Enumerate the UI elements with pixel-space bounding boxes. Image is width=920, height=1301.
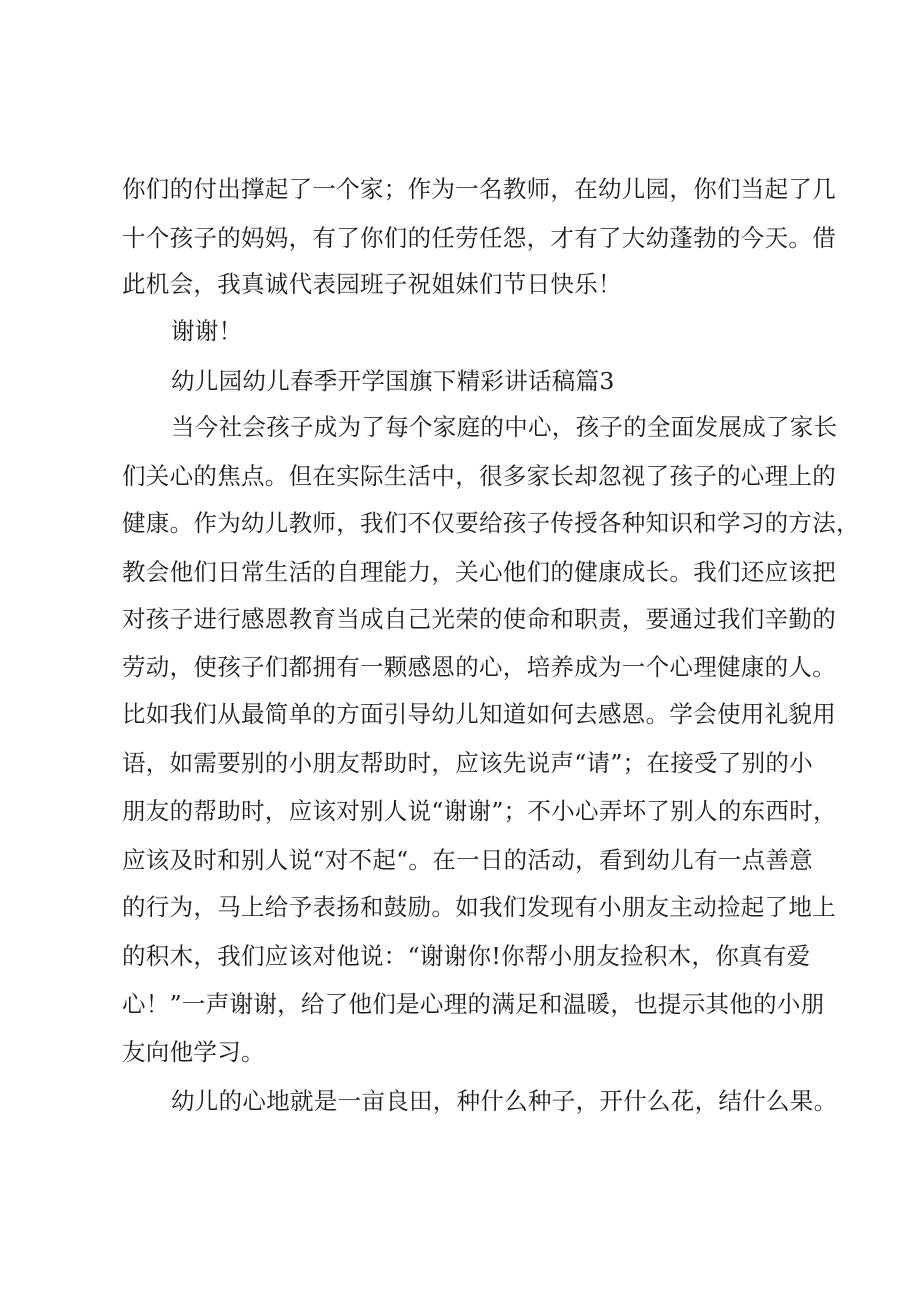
paragraph-line: 友向他学习。	[122, 1038, 265, 1066]
paragraph-line: 教会他们日常生活的自理能力，关心他们的健康成长。我们还应该把	[122, 558, 836, 586]
paragraph-line: 的行为，马上给予表扬和鼓励。如我们发现有小朋友主动捡起了地上	[122, 893, 836, 921]
paragraph-line: 此机会，我真诚代表园班子祝姐妹们节日快乐！	[122, 270, 622, 298]
paragraph-line: 比如我们从最简单的方面引导幼儿知道如何去感恩。学会使用礼貌用	[122, 700, 836, 728]
section-heading: 幼儿园幼儿春季开学国旗下精彩讲话稿篇3	[171, 367, 615, 395]
paragraph-line: 健康。作为幼儿教师，我们不仅要给孩子传授各种知识和学习的方法，	[122, 509, 860, 537]
paragraph-line: 的积木，我们应该对他说：“谢谢你!你帮小朋友捡积木，你真有爱	[122, 942, 811, 970]
paragraph-line: 语，如需要别的小朋友帮助时，应该先说声“请”；在接受了别的小	[122, 749, 814, 777]
paragraph-line: 劳动，使孩子们都拥有一颗感恩的心，培养成为一个心理健康的人。	[122, 653, 836, 681]
paragraph-line: 心！”一声谢谢，给了他们是心理的满足和温暖，也提示其他的小朋	[122, 990, 825, 1018]
paragraph-line: 们关心的焦点。但在实际生活中，很多家长却忽视了孩子的心理上的	[122, 462, 836, 490]
closing-line: 谢谢！	[171, 317, 243, 345]
paragraph-line: 幼儿的心地就是一亩良田，种什么种子，开什么花，结什么果。	[171, 1087, 838, 1115]
paragraph-line: 对孩子进行感恩教育当成自己光荣的使命和职责，要通过我们辛勤的	[122, 605, 836, 633]
paragraph-line: 你们的付出撑起了一个家；作为一名教师，在幼儿园，你们当起了几	[122, 175, 836, 203]
paragraph-line: 朋友的帮助时，应该对别人说“谢谢”；不小心弄坏了别人的东西时，	[122, 797, 837, 825]
paragraph-line: 应该及时和别人说“对不起“。在一日的活动，看到幼儿有一点善意	[122, 846, 814, 874]
paragraph-line: 十个孩子的妈妈，有了你们的任劳任怨，才有了大幼蓬勃的今天。借	[122, 224, 836, 252]
paragraph-line: 当今社会孩子成为了每个家庭的中心，孩子的全面发展成了家长	[171, 413, 838, 441]
